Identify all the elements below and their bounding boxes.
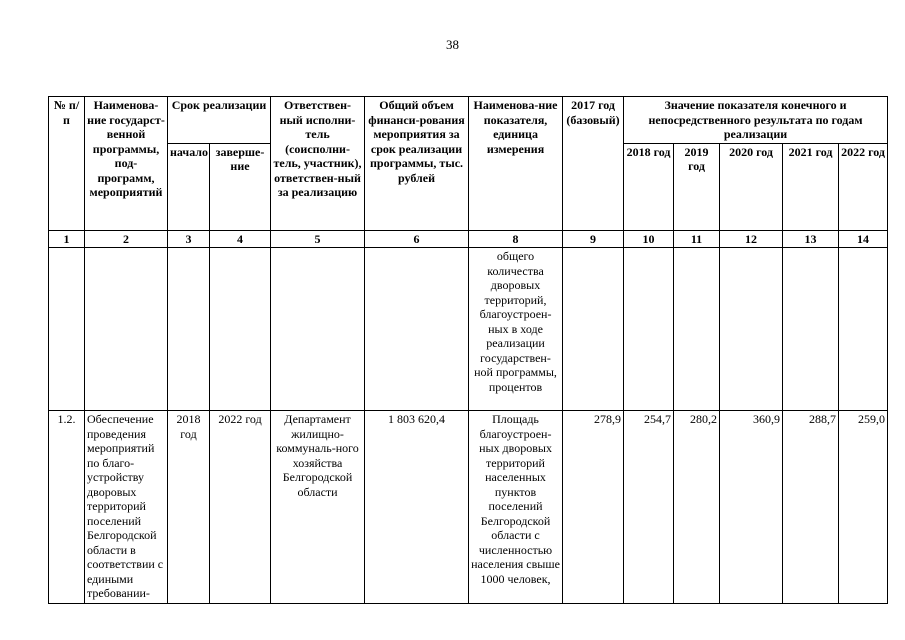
row-2018 [624,248,674,411]
row-start [168,248,210,411]
row-start: 2018 год [168,411,210,604]
row-financing: 1 803 620,4 [365,411,469,604]
col-number: 14 [839,230,888,248]
row-financing [365,248,469,411]
header-name: Наименова-ние государст-венной программы, под-программ, мероприятий [85,97,168,231]
row-num: 1.2. [49,411,85,604]
row-responsible: Департамент жилищно-коммуналь-ного хозяйства Белгородской области [271,411,365,604]
page-number: 38 [446,37,459,52]
header-indicator: Наименова-ние показателя, единица измерения [469,97,563,231]
row-2021 [783,248,839,411]
header-num: № п/п [49,97,85,231]
row-end [210,248,271,411]
table-row [49,248,888,411]
row-base: 278,9 [563,411,624,604]
col-number: 8 [469,230,563,248]
header-responsible: Ответствен-ный исполни-тель (соисполни-тель, участник), ответствен-ный за реализацию [271,97,365,231]
col-number: 6 [365,230,469,248]
col-number: 9 [563,230,624,248]
col-number: 2 [85,230,168,248]
col-number: 11 [674,230,720,248]
header-end: заверше-ние [210,143,271,230]
header-2019: 2019 год [674,143,720,230]
col-number: 13 [783,230,839,248]
row-num [49,248,85,411]
col-number: 3 [168,230,210,248]
col-number: 4 [210,230,271,248]
row-2022: 259,0 [839,411,888,604]
header-values: Значение показателя конечного и непосредственного результата по годам реализации [624,97,888,144]
col-number: 10 [624,230,674,248]
column-number-row [49,230,888,248]
row-2018: 254,7 [624,411,674,604]
row-name [85,248,168,411]
row-name: Обеспечение проведения мероприятий по благо-устройству дворовых территорий поселений Белгородской области в соответствии с едиными требовании- [85,411,168,604]
col-number: 1 [49,230,85,248]
header-base-year: 2017 год (базовый) [563,97,624,231]
header-term: Срок реализации [168,97,271,144]
row-2021: 288,7 [783,411,839,604]
row-end: 2022 год [210,411,271,604]
row-responsible [271,248,365,411]
table-row [49,411,888,604]
program-table [48,96,888,604]
header-2020: 2020 год [720,143,783,230]
header-2018: 2018 год [624,143,674,230]
row-2019 [674,248,720,411]
row-2022 [839,248,888,411]
row-indicator: Площадь благоустроен-ных дворовых территорий населенных пунктов поселений Белгородской области с численностью населения свыше 1000 человек, [469,411,563,604]
header-financing: Общий объем финанси-рования мероприятия за срок реализации программы, тыс. рублей [365,97,469,231]
row-2019: 280,2 [674,411,720,604]
col-number: 5 [271,230,365,248]
row-2020: 360,9 [720,411,783,604]
col-number: 12 [720,230,783,248]
header-2021: 2021 год [783,143,839,230]
row-indicator: общего количества дворовых территорий, благоустроен-ных в ходе реализации государствен-ной программы, процентов [469,248,563,411]
header-row-1 [49,97,888,144]
header-2022: 2022 год [839,143,888,230]
row-2020 [720,248,783,411]
header-start: начало [168,143,210,230]
row-base [563,248,624,411]
